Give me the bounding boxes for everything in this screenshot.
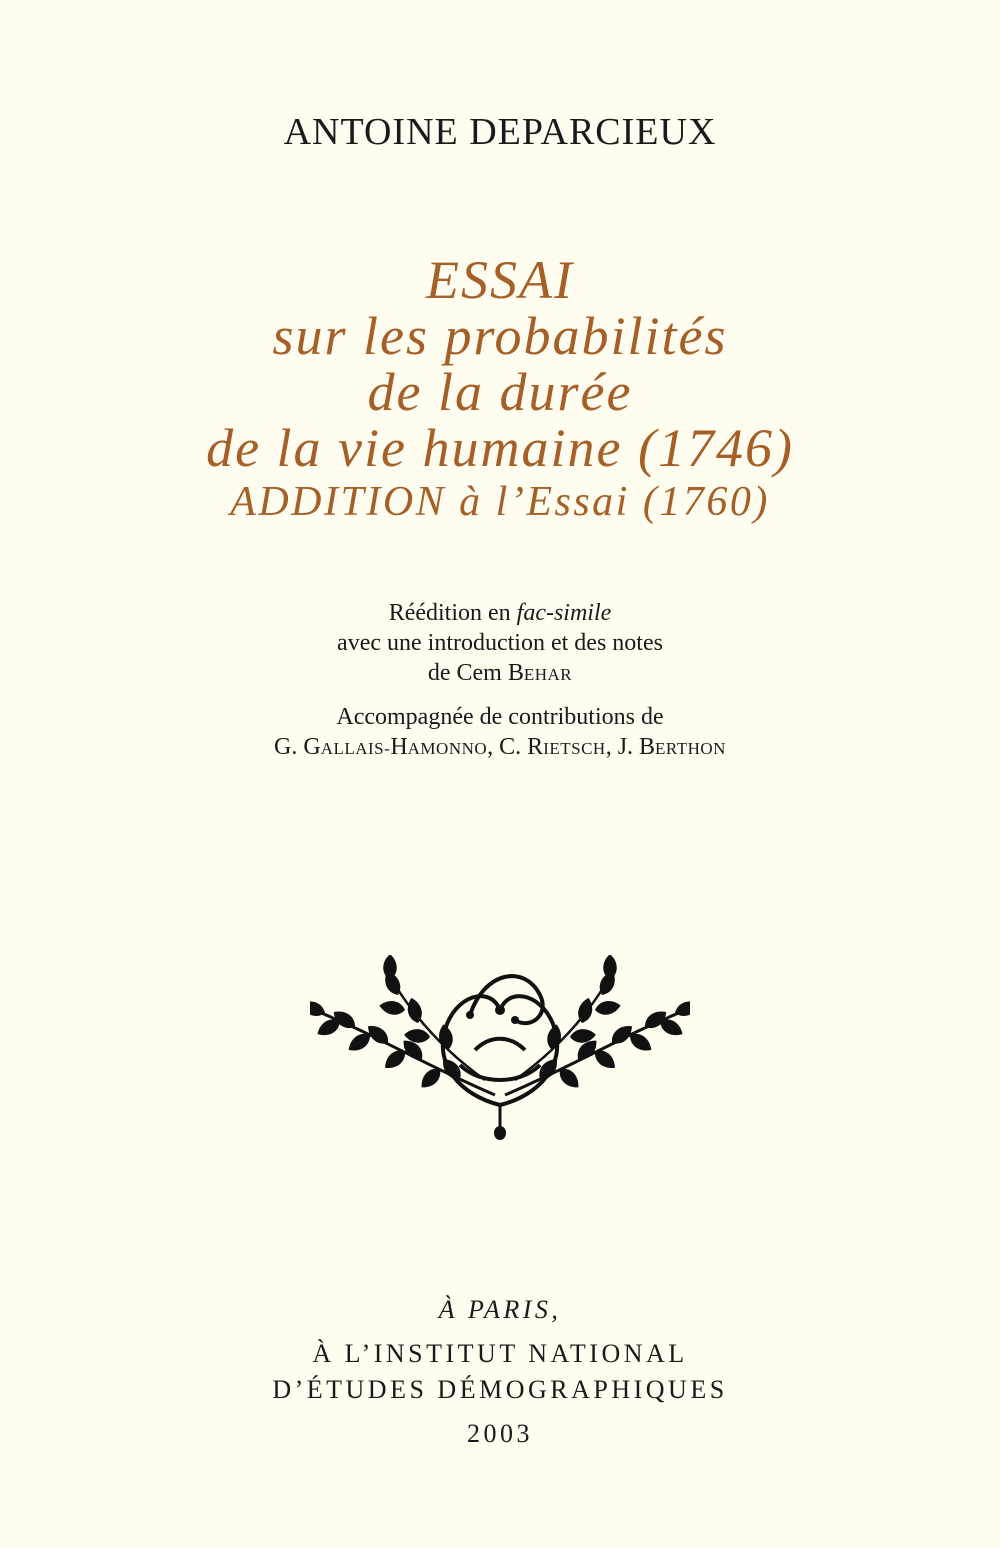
imprint bbox=[0, 1292, 1000, 1452]
reedition-prefix: Réédition en bbox=[388, 600, 517, 626]
title-line-3: de la durée bbox=[367, 362, 633, 422]
publication-year: 2003 bbox=[467, 1419, 533, 1448]
edition-credits bbox=[0, 598, 1000, 764]
contributor-gallais-hamonno: G. GALLAIS-HAMONNO, bbox=[274, 734, 500, 760]
title-line-1: ESSAI bbox=[426, 250, 574, 310]
author-name: ANTOINE DEPARCIEUX bbox=[283, 111, 717, 153]
editor-prefix: de Cem bbox=[427, 660, 508, 686]
contributions-line: Accompagnée de contributions de bbox=[336, 704, 664, 730]
reedition-line bbox=[0, 598, 1000, 628]
publisher-line-2: D’ÉTUDES DÉMOGRAPHIQUES bbox=[272, 1375, 728, 1404]
book-title bbox=[0, 252, 1000, 476]
contributor-rietsch: C. RIETSCH, bbox=[499, 734, 618, 760]
contributors-line bbox=[0, 732, 1000, 764]
contributor-berthon: J. BERTHON bbox=[617, 734, 726, 760]
imprint-city: À PARIS, bbox=[438, 1295, 562, 1324]
fac-simile-term: fac-simile bbox=[516, 600, 612, 626]
editor-line bbox=[0, 658, 1000, 690]
editor-name-cap: B bbox=[507, 660, 524, 686]
intro-line: avec une introduction et des notes bbox=[337, 630, 663, 656]
addition-subtitle: ADDITION à l’Essai (1760) bbox=[230, 479, 770, 525]
publisher-line-1: À L’INSTITUT NATIONAL bbox=[312, 1339, 688, 1368]
editor-name-rest: EHAR bbox=[523, 665, 573, 684]
laurel-monogram-ornament-icon bbox=[310, 955, 690, 1140]
title-line-2: sur les probabilités bbox=[272, 306, 728, 366]
title-line-4: de la vie humaine (1746) bbox=[206, 418, 794, 478]
